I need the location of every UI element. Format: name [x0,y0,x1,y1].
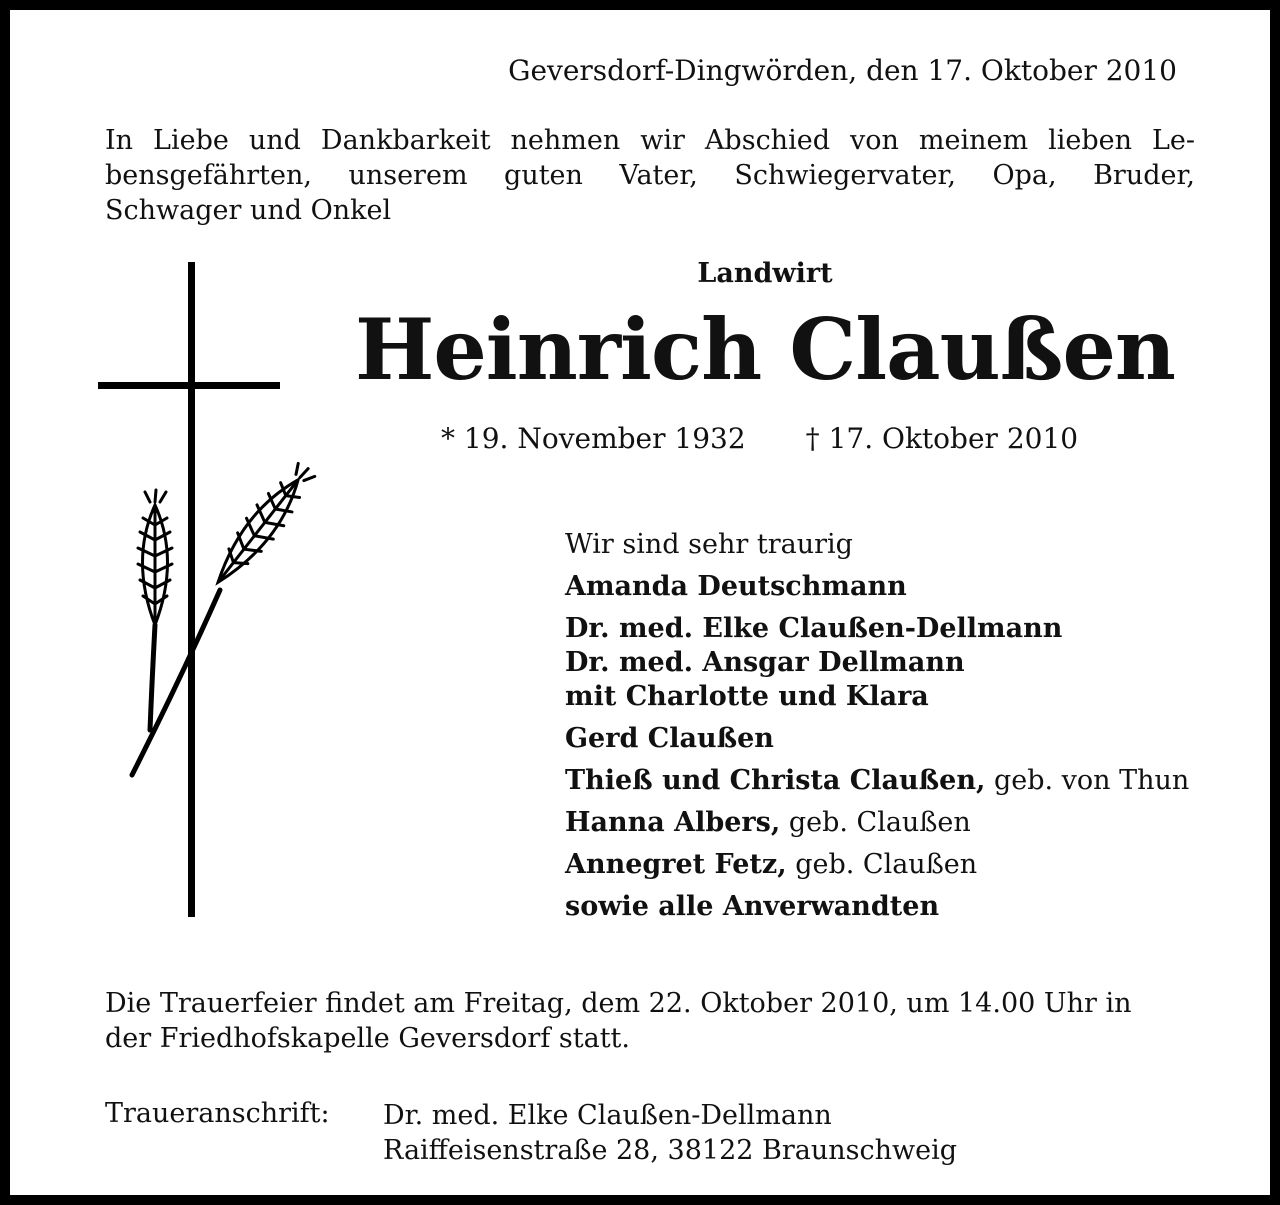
family-member-note: geb. Claußen [780,807,971,838]
wheat-icon [132,458,320,775]
address-line-2: Raiffeisenstraße 28, 38122 Braunschweig [383,1135,958,1166]
death-date: † 17. Oktober 2010 [805,422,1079,455]
family-member: Dr. med. Elke Claußen-Dellmann [565,613,1063,644]
family-member: Dr. med. Ansgar Dellmann [565,647,965,678]
ceremony-info [105,986,1132,1056]
family-member-note: geb. Claußen [786,849,978,880]
intro-text [105,123,1195,228]
family-member: Gerd Claußen [565,723,774,754]
family-member: Amanda Deutschmann [565,571,907,602]
family-member-name: Thieß und Christa Claußen, [565,765,986,796]
cross-horizontal-beam [98,382,280,389]
family-member: mit Charlotte und Klara [565,681,929,712]
place-date: Geversdorf-Dingwörden, den 17. Oktober 2010 [508,54,1177,87]
intro-line-2: bensgefährten, unserem guten Vater, Schwiegervater, Opa, Bruder, [105,160,1195,191]
life-dates [441,422,1078,455]
birth-date: * 19. November 1932 [441,422,746,455]
family-heading: Wir sind sehr traurig [565,529,853,560]
address-label: Traueranschrift: [105,1098,330,1129]
intro-line-1: In Liebe und Dankbarkeit nehmen wir Abschied von meinem lieben Le- [105,125,1195,156]
family-member: sowie alle Anverwandten [565,891,940,922]
family-list [565,528,1189,924]
cross-icon [90,260,320,930]
intro-line-3: Schwager und Onkel [105,195,392,226]
ceremony-line-1: Die Trauerfeier findet am Freitag, dem 22. Oktober 2010, um 14.00 Uhr in [105,988,1132,1019]
deceased-name: Heinrich Claußen [354,300,1176,399]
profession-label: Landwirt [697,258,833,289]
address-line-1: Dr. med. Elke Claußen-Dellmann [383,1100,832,1131]
ceremony-line-2: der Friedhofskapelle Geversdorf statt. [105,1023,630,1054]
family-member-note: geb. von Thun [985,765,1190,796]
family-member-name: Annegret Fetz, [565,849,787,880]
cross-vertical-beam [188,262,195,917]
mourning-address [383,1098,957,1168]
family-member [565,848,1189,882]
family-member [565,764,1189,798]
family-member-name: Hanna Albers, [565,807,781,838]
family-member [565,806,1189,840]
